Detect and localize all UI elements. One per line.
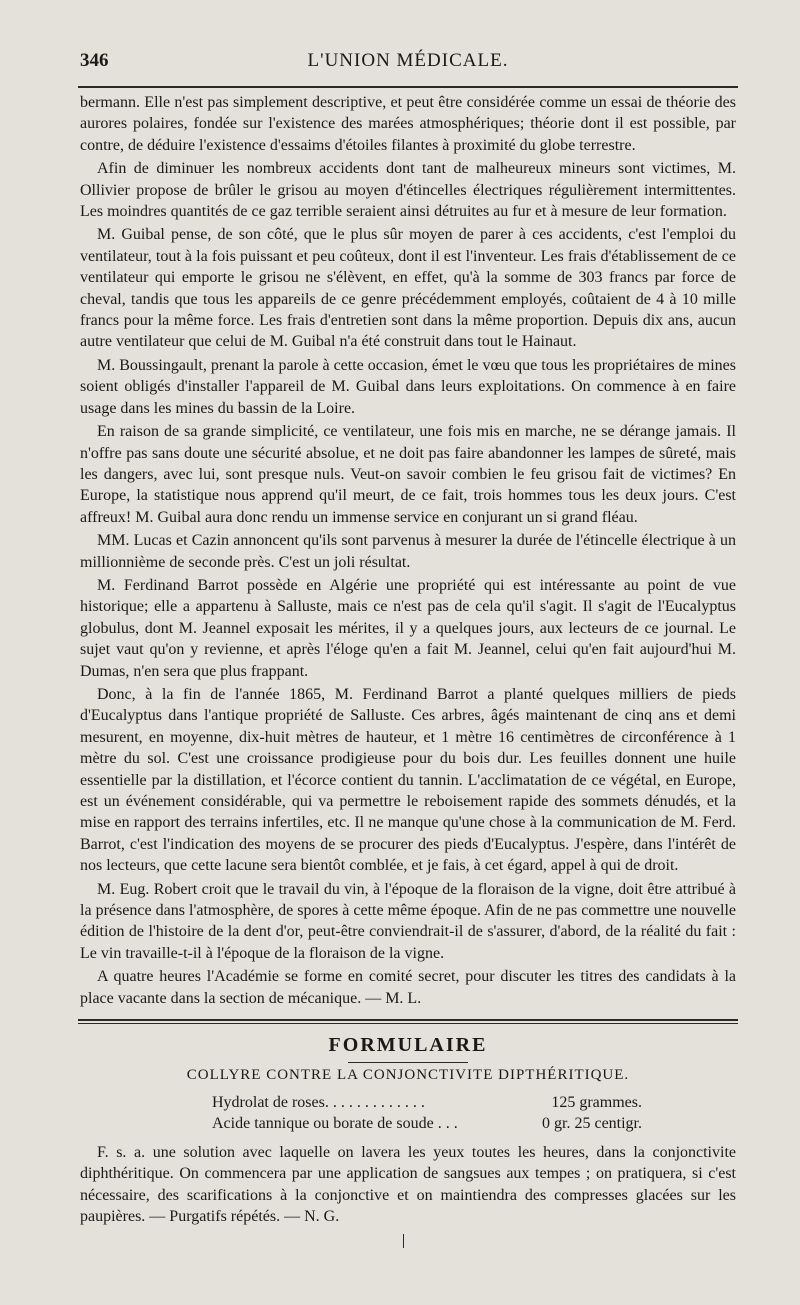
section-title: FORMULAIRE bbox=[328, 1034, 488, 1057]
paragraph: M. Eug. Robert croit que le travail du vin, à l'époque de la floraison de la vigne, doit être attribué à la présence dans l'atmosphère, de spores à cette même époque. Afin de ne pas commettre une nouvelle édition de l'histoire de la dent d'or, peut-être conviendrait-il de s'assurer, d'abord, de la réalité du fait : Le vin travaille-t-il à l'époque de la floraison de la vigne. bbox=[80, 880, 736, 962]
ingredient-name: Acide tannique ou borate de soude . . . bbox=[212, 1115, 458, 1133]
recipe-instructions: F. s. a. une solution avec laquelle on lavera les yeux toutes les heures, dans la conjonctivite diphthéritique. On commencera par une application de sangsues aux tempes ; on pratiquera, si c'est nécessaire, des scarifications à la conjonctive et on maintiendra des compresses glacées sur les paupières. — Purgatifs répétés. — N. G. bbox=[80, 1144, 736, 1226]
paragraph: MM. Lucas et Cazin annoncent qu'ils sont parvenus à mesurer la durée de l'étincelle électrique à un millionnième de seconde près. C'est un joli résultat. bbox=[80, 532, 736, 571]
end-mark bbox=[403, 1234, 414, 1248]
recipe-item bbox=[212, 1113, 642, 1134]
paragraph: A quatre heures l'Académie se forme en comité secret, pour discuter les titres des candidats à la place vacante dans la section de mécanique. — M. L. bbox=[80, 968, 736, 1007]
recipe-list bbox=[212, 1092, 642, 1134]
paragraph: M. Ferdinand Barrot possède en Algérie une propriété qui est intéressante au point de vue historique; elle a appartenu à Salluste, mais ce n'est pas de cela qu'il s'agit. Il s'agit de l'Eucalyptus globulus, dont M. Jeannel exposait les mérites, il y a quelques jours, aux lecteurs de ce journal. Le sujet vaut qu'on y revienne, et après l'éloge qu'en a fait M. Jeannel, celui qu'en fait aujourd'hui M. Dumas, n'en sera que plus frappant. bbox=[80, 576, 736, 680]
recipe-title: COLLYRE CONTRE LA CONJONCTIVITE DIPTHÉRITIQUE. bbox=[186, 1067, 630, 1084]
paragraph: Donc, à la fin de l'année 1865, M. Ferdinand Barrot a planté quelques milliers de pieds d'Eucalyptus dans l'antique propriété de Salluste. Ces arbres, âgés maintenant de cinq ans et demi mesurent, en moyenne, dix-huit mètres de hauteur, et 1 mètre 16 centimètres de circonférence à 1 mètre du sol. C'est une croissance prodigieuse pour du bois dur. Les feuilles donnent une huile essentielle par la distillation, et l'écorce contient du tannin. L'acclimatation de ce végétal, en Europe, est un événement considérable, qui va permettre le reboisement rapide des sommets dénudés, et la mise en rapport des terrains infertiles, etc. Il ne manque qu'une chose à la communication de M. Ferd. Barrot, c'est l'indication des moyens de se procurer des pieds d'Eucalyptus. J'espère, dans l'intérêt de nos lecteurs, que cette lacune sera bientôt comblée, et je fais, à cet égard, appel à qui de droit. bbox=[80, 685, 736, 875]
page-number: 346 bbox=[80, 50, 109, 71]
ingredient-quantity: 0 gr. 25 centigr. bbox=[542, 1115, 642, 1133]
header-rule bbox=[78, 86, 738, 88]
paragraph: M. Guibal pense, de son côté, que le plus sûr moyen de parer à ces accidents, c'est l'emploi du ventilateur, tout à la fois puissant et peu coûteux, dont il est l'inventeur. Les frais d'établissement de ce ventilateur qui emporte le grisou ne s'élèvent, en effet, qu'à la somme de 303 francs par force de cheval, tandis que tous les appareils de ce genre précédemment employés, coûtaient de 4 à 10 mille francs pour la même force. Les frais d'entretien sont dans la même proportion. Depuis dix ans, aucun autre ventilateur que celui de M. Guibal n'a été construit dans tout le Hainaut. bbox=[80, 226, 736, 351]
paragraph: bermann. Elle n'est pas simplement descriptive, et peut être considérée comme un essai de théorie des aurores polaires, fondée sur l'existence des marées atmosphériques; théorie dont il est possible, par contre, de déduire l'existence d'essaims d'étoiles filantes à proximité du globe terrestre. bbox=[80, 94, 736, 154]
paragraph: En raison de sa grande simplicité, ce ventilateur, une fois mis en marche, ne se dérange jamais. Il n'offre pas sans doute une sécurité absolue, et ne doit pas faire abandonner les lampes de sûreté, mais les dangers, avec lui, sont presque nuls. Veut-on savoir combien le feu grisou fait de victimes? En Europe, la statistique nous apprend qu'il meurt, de ce fait, trois hommes tous les deux jours. C'est affreux! M. Guibal aura donc rendu un immense service en conjurant un si grand fléau. bbox=[80, 423, 736, 526]
ingredient-quantity: 125 grammes. bbox=[551, 1094, 642, 1112]
ingredient-name: Hydrolat de roses. . . . . . . . . . . . . bbox=[212, 1094, 425, 1112]
paragraph: Afin de diminuer les nombreux accidents dont tant de malheureux mineurs sont victimes, M. Ollivier propose de brûler le grisou au moyen d'étincelles électriques régulièrement intermittentes. Les moindres quantités de ce gaz terrible seraient ainsi détruites au fur et à mesure de leur formation. bbox=[80, 160, 736, 221]
page-header bbox=[80, 50, 736, 78]
paragraph: M. Boussingault, prenant la parole à cette occasion, émet le vœu que tous les propriétaires de mines soient obligés d'installer l'appareil de M. Guibal dans leurs exploitations. On commence à en faire usage dans les mines du bassin de la Loire. bbox=[80, 356, 736, 417]
running-title: L'UNION MÉDICALE. bbox=[307, 50, 509, 71]
section-divider bbox=[78, 1019, 738, 1024]
article-body bbox=[80, 92, 736, 1009]
title-rule bbox=[348, 1062, 468, 1063]
recipe-item bbox=[212, 1092, 642, 1113]
